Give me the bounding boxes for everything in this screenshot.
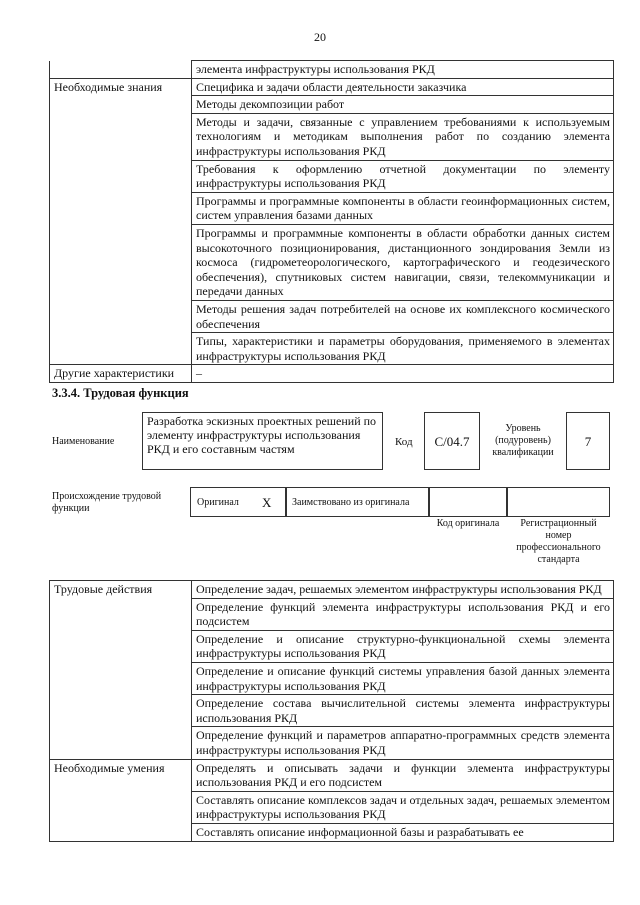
- table-row: [50, 695, 614, 727]
- code-original-box: [429, 487, 507, 517]
- row-text: Составлять описание комплексов задач и отдельных задач, решаемых элементом инфраструктуры использования РКД: [192, 791, 614, 823]
- row-text: Программы и программные компоненты в области геоинформационных систем, систем управления базами данных: [192, 192, 614, 224]
- row-label: [50, 662, 192, 694]
- actions-table: [49, 580, 614, 842]
- code-label: Код: [395, 436, 413, 448]
- code-value: C/04.7: [434, 434, 470, 449]
- table-row: [50, 96, 614, 114]
- function-name-value: Разработка эскизных проектных решений по элементу инфраструктуры использования РКД и его составным частям: [147, 414, 377, 456]
- row-label: [50, 598, 192, 630]
- row-text: Определение и описание структурно-функциональной схемы элемента инфраструктуры использования РКД: [192, 630, 614, 662]
- level-value: 7: [584, 434, 592, 449]
- row-label: [50, 300, 192, 332]
- row-label: Трудовые действия: [50, 581, 192, 599]
- table-row: [50, 300, 614, 332]
- row-label: [50, 192, 192, 224]
- row-text: Специфика и задачи области деятельности заказчика: [192, 78, 614, 96]
- page-number: 20: [314, 30, 326, 44]
- table-row: [50, 630, 614, 662]
- row-text: Определение задач, решаемых элементом инфраструктуры использования РКД: [192, 581, 614, 599]
- row-label: [50, 823, 192, 841]
- row-label: [50, 113, 192, 160]
- row-text: Методы решения задач потребителей на основе их комплексного космического обеспечения: [192, 300, 614, 332]
- table-row: [50, 61, 614, 79]
- row-text: Программы и программные компоненты в области обработки данных систем высокоточного позиционирования, дистанционного зондирования Земли из космоса (гидрометеорологического, картографического и геодезического обеспечения), спутниковых систем навигации, связи, телекоммуникации и передачи данных: [192, 224, 614, 300]
- table-row: [50, 823, 614, 841]
- row-text: Определение функций и параметров аппаратно-программных средств элемента инфраструктуры использования РКД: [192, 727, 614, 759]
- reg-number-box: [507, 487, 610, 517]
- table-row: [50, 113, 614, 160]
- table-row: [50, 598, 614, 630]
- table-row: [50, 727, 614, 759]
- section-heading: 3.3.4. Трудовая функция: [52, 386, 189, 400]
- row-text: Методы и задачи, связанные с управлением требованиями к используемым технологиям и методикам выполнения работ по созданию элемента инфраструктуры использования РКД: [192, 113, 614, 160]
- row-label: [50, 61, 192, 79]
- original-label: Оригинал: [197, 497, 239, 508]
- table-row: [50, 333, 614, 365]
- row-text: Требования к оформлению отчетной документации по элементу инфраструктуры использования РКД: [192, 160, 614, 192]
- row-label: Другие характеристики: [50, 365, 192, 383]
- table-row: [50, 662, 614, 694]
- row-text: Типы, характеристики и параметры оборудования, применяемого в элементах инфраструктуры использования РКД: [192, 333, 614, 365]
- row-text: Составлять описание информационной базы и разрабатывать ее: [192, 823, 614, 841]
- borrowed-label: Заимствовано из оригинала: [292, 497, 410, 508]
- row-text: элемента инфраструктуры использования РКД: [192, 61, 614, 79]
- row-label: [50, 791, 192, 823]
- code-box: [424, 412, 480, 470]
- reg-number-label: Регистрационный номер профессионального стандарта: [516, 518, 601, 565]
- row-text: Методы декомпозиции работ: [192, 96, 614, 114]
- table-row: [50, 365, 614, 383]
- row-label: [50, 695, 192, 727]
- knowledge-table: [49, 60, 614, 383]
- row-label: [50, 224, 192, 300]
- table-row: [50, 78, 614, 96]
- table-row: [50, 224, 614, 300]
- row-label: Необходимые умения: [50, 759, 192, 791]
- row-label: [50, 727, 192, 759]
- row-text: Определение состава вычислительной системы элемента инфраструктуры использования РКД: [192, 695, 614, 727]
- level-box: [566, 412, 610, 470]
- code-original-label: Код оригинала: [436, 518, 500, 529]
- table-row: [50, 192, 614, 224]
- row-text: –: [192, 365, 614, 383]
- level-label: Уровень (подуровень) квалификации: [492, 423, 554, 458]
- row-text: Определение и описание функций системы управления базой данных элемента инфраструктуры использования РКД: [192, 662, 614, 694]
- row-label: [50, 96, 192, 114]
- row-text: Определение функций элемента инфраструктуры использования РКД и его подсистем: [192, 598, 614, 630]
- table-row: [50, 160, 614, 192]
- row-label: [50, 333, 192, 365]
- row-text: Определять и описывать задачи и функции элемента инфраструктуры использования РКД и его подсистем: [192, 759, 614, 791]
- name-label: Наименование: [52, 436, 115, 447]
- row-label: Необходимые знания: [50, 78, 192, 96]
- row-label: [50, 160, 192, 192]
- table-row: [50, 581, 614, 599]
- function-name-box: [142, 412, 383, 470]
- origin-label: Происхождение трудовой функции: [52, 491, 162, 514]
- row-label: [50, 630, 192, 662]
- table-row: [50, 759, 614, 791]
- original-mark: X: [262, 495, 272, 510]
- table-row: [50, 791, 614, 823]
